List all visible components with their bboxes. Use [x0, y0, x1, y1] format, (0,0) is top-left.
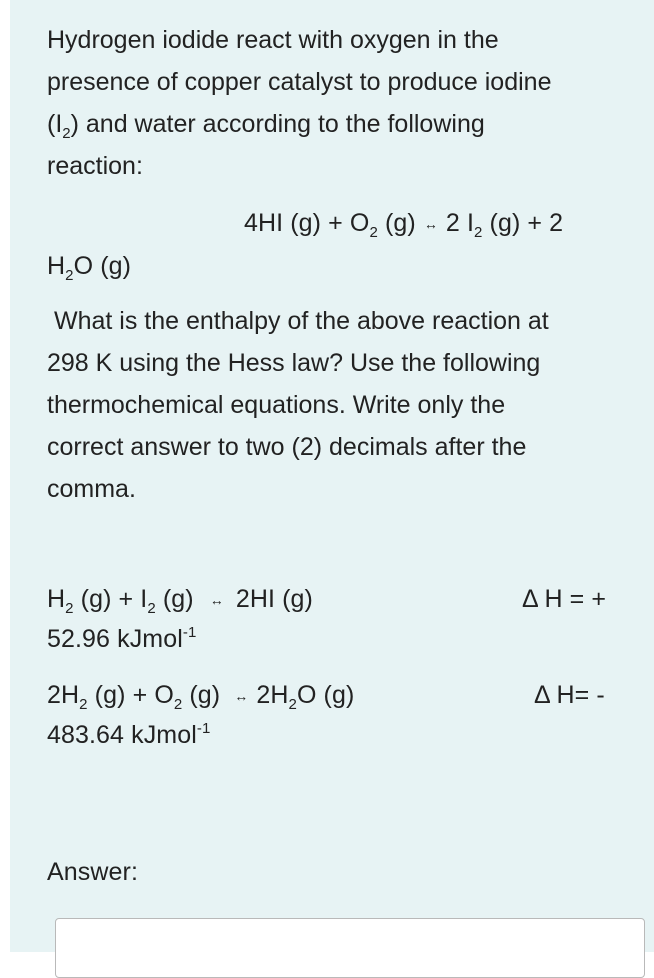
intro-line: Hydrogen iodide react with oxygen in the [47, 26, 499, 54]
question-line: correct answer to two (2) decimals after the [47, 433, 527, 461]
equilibrium-arrow-icon: ↔ [234, 688, 249, 704]
equation-1-enthalpy-value: 52.96 kJmol$^{-1}$ [47, 624, 197, 653]
question-line: thermochemical equations. Write only the [47, 391, 506, 419]
equation-2: $2H_2$ $(g) + O_2$ (g) ↔ $2H_2O$ (g) [47, 674, 354, 719]
question-paragraph [47, 300, 549, 510]
question-line: What is the enthalpy of the above reaction at [54, 307, 549, 335]
equation-2-enthalpy-label: Δ H= - [534, 681, 605, 709]
equilibrium-arrow-icon: ↔ [423, 216, 438, 232]
answer-input[interactable] [55, 918, 645, 978]
intro-paragraph [47, 19, 551, 187]
main-reaction: 4HI $(g) + O_2$ (g) ↔ 2 $I_2$ (g) + 2 [244, 202, 563, 247]
intro-line: $(I_2)$ and water according to the following [47, 110, 485, 142]
question-line: 298 K using the Hess law? Use the following [47, 349, 541, 377]
equilibrium-arrow-icon: ↔ [209, 592, 224, 608]
main-reaction-continued: $H_2O$ (g) [47, 252, 132, 284]
equation-2-enthalpy-value: 483.64 kJmol$^{-1}$ [47, 720, 211, 749]
answer-label: Answer: [47, 858, 139, 886]
intro-line: reaction: [47, 152, 143, 180]
question-line: comma. [47, 475, 136, 503]
equation-1: $H_2$ $(g) + I_2$ (g) ↔ 2HI (g) [47, 578, 313, 623]
equation-1-enthalpy-label: Δ H = + [522, 585, 607, 613]
intro-line: presence of copper catalyst to produce iodine [47, 68, 552, 96]
